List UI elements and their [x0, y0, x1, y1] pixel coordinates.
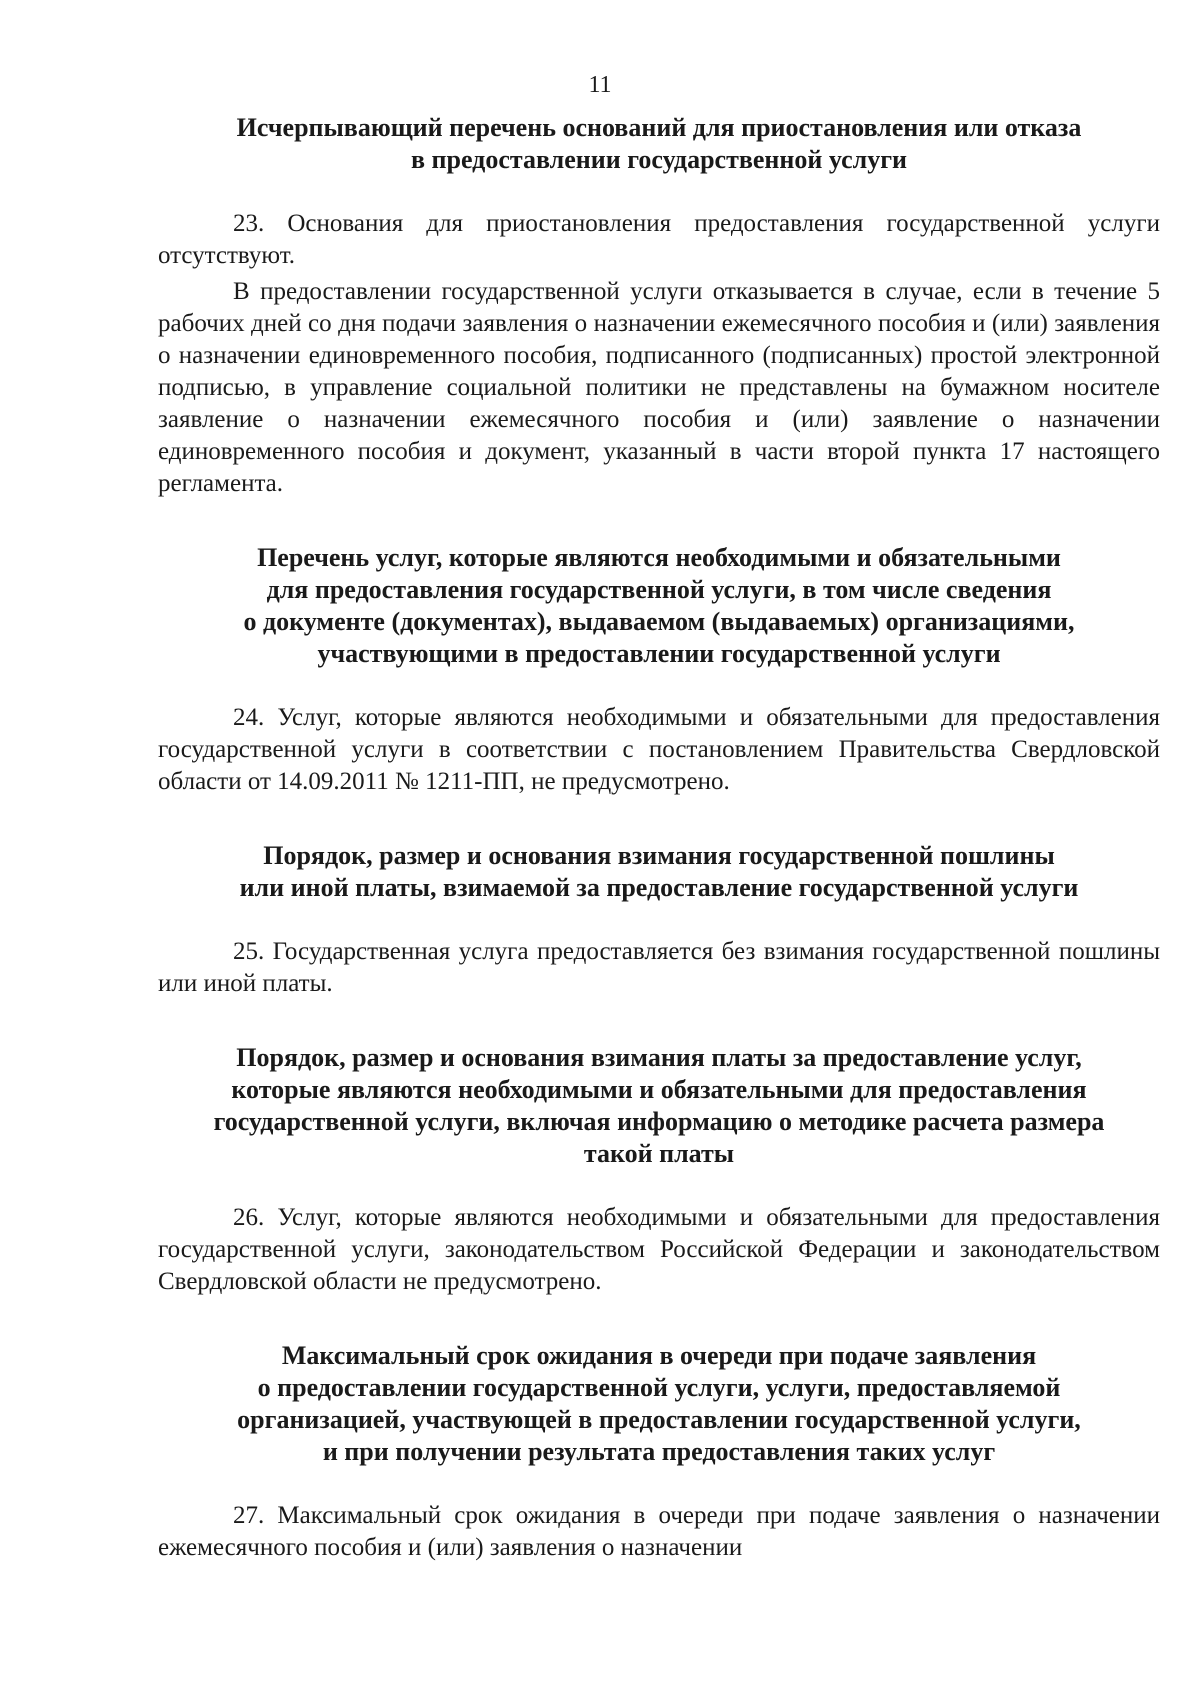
heading-line: и при получении результата предоставления таких услуг — [322, 1437, 996, 1466]
heading-line: участвующими в предоставлении государственной услуги — [317, 639, 1001, 668]
section-heading-fee-procedure — [158, 1042, 1160, 1170]
heading-line: о предоставлении государственной услуги, услуги, предоставляемой — [257, 1373, 1061, 1402]
heading-line: или иной платы, взимаемой за предоставление государственной услуги — [239, 873, 1079, 902]
heading-line: Перечень услуг, которые являются необходимыми и обязательными — [257, 543, 1061, 572]
heading-line: для предоставления государственной услуги, в том числе сведения — [266, 575, 1052, 604]
heading-line: Порядок, размер и основания взимания государственной пошлины — [263, 841, 1055, 870]
section-heading-queue-time — [158, 1340, 1160, 1468]
heading-line: организацией, участвующей в предоставлении государственной услуги, — [237, 1405, 1081, 1434]
document-body — [158, 112, 1160, 1564]
paragraph-26: 26. Услуг, которые являются необходимыми и обязательными для предоставления государственной услуги, законодательством Российской Федерации и законодательством Свердловской области не предусмотрено. — [158, 1204, 1160, 1295]
paragraph-27: 27. Максимальный срок ожидания в очереди при подаче заявления о назначении ежемесячного пособия и (или) заявления о назначении — [158, 1502, 1160, 1561]
section-heading-required-services — [158, 542, 1160, 670]
heading-line: о документе (документах), выдаваемом (выдаваемых) организациями, — [243, 607, 1075, 636]
heading-line: государственной услуги, включая информацию о методике расчета размера — [213, 1107, 1105, 1136]
heading-line: Исчерпывающий перечень оснований для приостановления или отказа — [236, 113, 1082, 142]
page-number: 11 — [588, 72, 612, 98]
heading-line: которые являются необходимыми и обязательными для предоставления — [231, 1075, 1087, 1104]
paragraph-23-refusal: В предоставлении государственной услуги отказывается в случае, если в течение 5 рабочих дней со дня подачи заявления о назначении ежемесячного пособия и (или) заявления о назначении единовременного пособия, подписанного (подписанных) простой электронной подписью, в управление социальной политики не представлены на бумажном носителе заявление о назначении ежемесячного пособия и (или) заявление о назначении единовременного пособия и документ, указанный в части второй пункта 17 настоящего регламента. — [158, 278, 1160, 497]
heading-line: в предоставлении государственной услуги — [410, 145, 907, 174]
heading-line: Максимальный срок ожидания в очереди при подаче заявления — [281, 1341, 1037, 1370]
heading-line: такой платы — [583, 1139, 735, 1168]
section-heading-state-duty — [158, 840, 1160, 904]
heading-line: Порядок, размер и основания взимания платы за предоставление услуг, — [236, 1043, 1082, 1072]
section-heading-grounds-refusal — [158, 112, 1160, 176]
paragraph-23: 23. Основания для приостановления предоставления государственной услуги отсутствуют. — [158, 210, 1160, 269]
paragraph-24: 24. Услуг, которые являются необходимыми и обязательными для предоставления государственной услуги в соответствии с постановлением Правительства Свердловской области от 14.09.2011 № 1211-ПП, не предусмотрено. — [158, 704, 1160, 795]
paragraph-25: 25. Государственная услуга предоставляется без взимания государственной пошлины или иной платы. — [158, 938, 1160, 997]
